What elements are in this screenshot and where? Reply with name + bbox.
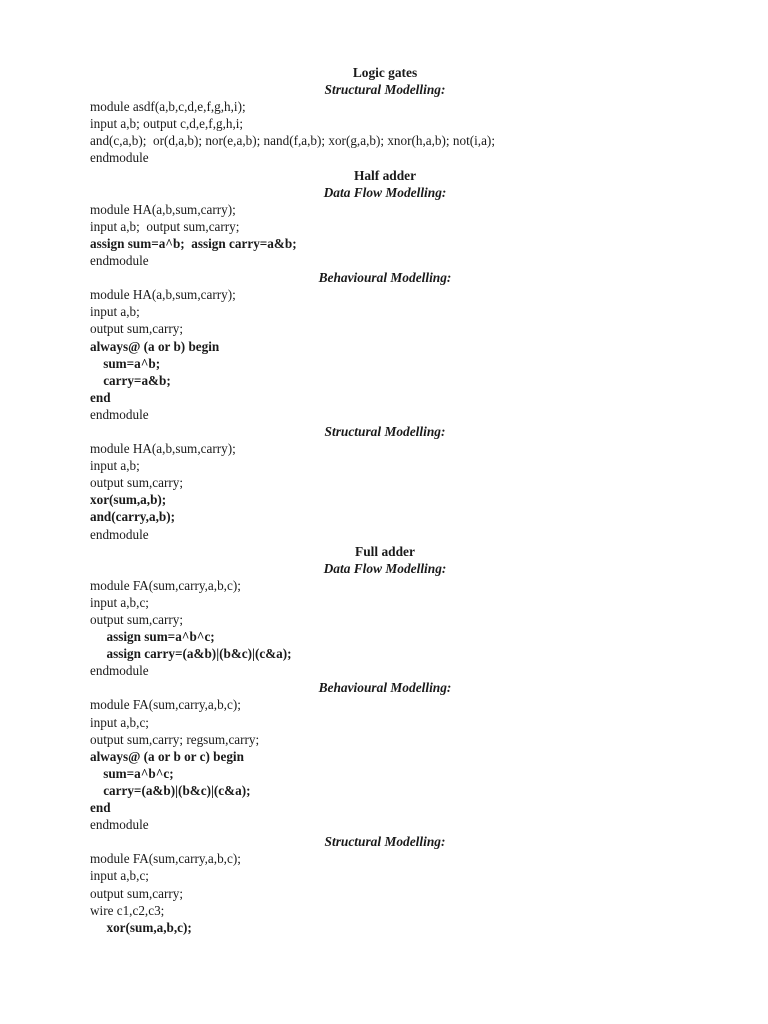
code-line: input a,b; xyxy=(90,458,140,474)
code-line-bold: always@ (a or b) begin xyxy=(90,338,220,354)
code-line: endmodule xyxy=(90,817,149,833)
code-line: module FA(sum,carry,a,b,c); xyxy=(90,577,241,593)
code-line: module HA(a,b,sum,carry); xyxy=(90,201,236,217)
section-subtitle: Structural Modelling: xyxy=(324,82,446,98)
code-line-bold: assign sum=a^b; assign carry=a&b; xyxy=(90,235,297,251)
section-title: Logic gates xyxy=(352,65,418,80)
section-subtitle: Behavioural Modelling: xyxy=(318,270,452,286)
section-subtitle: Data Flow Modelling: xyxy=(323,560,447,576)
code-line: endmodule xyxy=(90,253,149,269)
code-line-bold: and(carry,a,b); xyxy=(90,509,175,525)
code-line: output sum,carry; xyxy=(90,612,184,627)
code-line: input a,b,c; xyxy=(90,594,149,610)
code-line-bold: xor(sum,a,b,c); xyxy=(90,919,192,935)
section-subtitle: Behavioural Modelling: xyxy=(318,680,452,696)
code-line-bold: sum=a^b^c; xyxy=(90,765,174,781)
code-line-bold: sum=a^b; xyxy=(90,355,161,371)
code-line-bold: assign carry=(a&b)|(b&c)|(c&a); xyxy=(90,646,292,662)
section-subtitle: Structural Modelling: xyxy=(324,834,446,850)
section-title: Full adder xyxy=(355,543,415,559)
code-line: input a,b,c; xyxy=(90,714,149,730)
code-line: endmodule xyxy=(90,406,149,422)
code-line: input a,b; xyxy=(90,304,140,320)
code-line: output sum,carry; xyxy=(90,321,184,337)
document-body xyxy=(90,64,680,936)
code-line-bold: assign sum=a^b^c; xyxy=(90,629,215,645)
code-line-bold: always@ (a or b or c) begin xyxy=(90,748,244,764)
code-line-bold: end xyxy=(90,800,111,816)
code-line: endmodule xyxy=(90,663,149,679)
code-line-bold: carry=a&b; xyxy=(90,372,171,388)
code-line: module FA(sum,carry,a,b,c); xyxy=(90,697,241,713)
section-subtitle: Structural Modelling: xyxy=(324,423,446,439)
code-line: endmodule xyxy=(90,150,149,166)
code-line: output sum,carry; xyxy=(90,885,184,901)
code-line: module HA(a,b,sum,carry); xyxy=(90,287,236,303)
code-line: wire c1,c2,c3; xyxy=(90,902,165,918)
code-line: module asdf(a,b,c,d,e,f,g,h,i); xyxy=(90,99,246,115)
code-line: module HA(a,b,sum,carry); xyxy=(90,441,236,457)
code-line: output sum,carry; regsum,carry; xyxy=(90,731,260,747)
section-title: Half adder xyxy=(353,167,417,183)
code-line-bold: xor(sum,a,b); xyxy=(90,492,167,508)
code-line: input a,b,c; xyxy=(90,868,149,884)
code-line-bold: end xyxy=(90,389,111,405)
code-line: and(c,a,b); or(d,a,b); nor(e,a,b); nand(f,a,b); xor(g,a,b); xnor(h,a,b); not(i,a); xyxy=(90,133,495,149)
code-line: module FA(sum,carry,a,b,c); xyxy=(90,851,241,867)
code-line: output sum,carry; xyxy=(90,475,184,491)
code-line: input a,b; output c,d,e,f,g,h,i; xyxy=(90,116,244,132)
section-subtitle: Data Flow Modelling: xyxy=(323,184,447,200)
code-line-bold: carry=(a&b)|(b&c)|(c&a); xyxy=(90,782,251,798)
code-line: input a,b; output sum,carry; xyxy=(90,218,240,234)
code-line: endmodule xyxy=(90,526,149,542)
